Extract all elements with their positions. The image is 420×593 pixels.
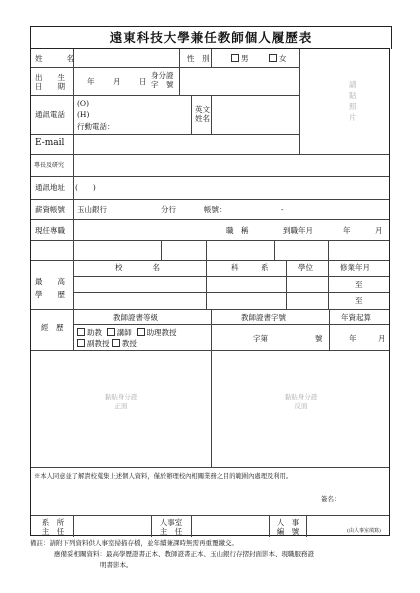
checkbox-icon [269,54,277,62]
checkbox-icon [137,328,145,336]
label-salary-account: 薪資帳號 [35,205,65,214]
period-to-2: 至 [355,296,363,305]
remark-line-3: 明書影本。 [100,561,133,569]
birth-year: 年 [87,77,95,86]
col-school: 校 名 [115,263,160,272]
label-gender: 性 別 [187,54,210,63]
phone-mobile: 行動電話： [77,122,115,131]
label-current-job: 現任專職 [35,226,65,235]
phone-home: (H) [77,110,90,119]
male-label: 男 [241,54,249,63]
checkbox-icon [112,339,120,347]
level-label: 教授 [121,339,137,348]
label-hr-number: 人 事 編 號 [276,518,300,536]
signature-label: 簽名： [321,495,341,503]
bank-account-label: 帳號： [204,205,227,214]
checkbox-assistant-professor[interactable] [137,328,177,337]
hr-fill-note: (由人事室填寫) [347,528,381,534]
checkbox-male[interactable] [231,54,249,63]
checkbox-female[interactable] [269,54,287,63]
col-cert-level: 教師證書等級 [113,313,158,322]
cert-levels-row2 [77,339,137,348]
label-phone: 通訊電話 [35,110,65,119]
bank-name: 玉山銀行 [77,205,107,214]
label-birth: 出 生 日 期 [35,73,65,91]
consent-statement: ※本人同意並了解貴校蒐集上述個人資料，僅於辦理校內相關業務之目的範圍內處理及利用。 [34,473,293,480]
checkbox-icon [231,54,239,62]
id-card-front-placeholder: 黏貼身分證 正面 [104,393,138,410]
label-job-title: 職 稱 [226,226,249,235]
label-email: E-mail [35,138,65,148]
form-title: 遠東科技大學兼任教師個人履歷表 [30,26,392,49]
label-id-number: 身分證 字 號 [151,71,174,89]
level-label: 副教授 [87,339,110,348]
remark-line-1: 備註：請附下列資料供人事室掃描存檔，並年續兼課時無需再重覆繳交。 [30,539,238,547]
level-label: 助理教授 [146,328,177,337]
resume-form [30,48,390,536]
birth-day: 日 [139,77,147,86]
checkbox-lecturer[interactable] [107,328,132,337]
bank-branch: 分行 [161,205,176,214]
level-label: 助教 [87,328,102,337]
checkbox-associate-professor[interactable] [77,339,110,348]
col-department: 科 系 [231,263,269,272]
col-degree: 學位 [298,263,313,272]
bank-account-dash: - [281,205,284,214]
checkbox-icon [107,328,115,336]
label-experience: 經 歷 [41,323,64,332]
col-period: 修業年月 [340,263,370,272]
checkbox-professor[interactable] [112,339,137,348]
checkbox-icon [77,339,85,347]
phone-office: (O) [77,99,90,108]
remark-line-2: 應備妥相關資料：最高學歷證書正本、教師證書正本、玉山銀行存摺封面影本、現職服務證 [54,550,314,558]
label-name: 姓 名 [35,54,77,63]
address-area-code: ( ) [75,183,96,192]
photo-placeholder: 請 貼 照 片 [349,80,357,122]
cert-number-suffix: 號 [315,334,323,343]
cert-levels-row1 [77,328,177,337]
checkbox-assistant[interactable] [77,328,102,337]
female-label: 女 [279,54,287,63]
seniority-month: 月 [378,334,386,343]
start-month: 月 [375,226,383,235]
period-to-1: 至 [355,280,363,289]
id-card-back-placeholder: 黏貼身分證 反面 [284,393,318,410]
seniority-year: 年 [349,334,357,343]
label-address: 通訊地址 [35,183,65,192]
cert-number-prefix: 字第 [253,334,268,343]
start-year: 年 [343,226,351,235]
col-seniority: 年資起算 [341,313,371,322]
label-expertise: 專長及研究 [34,162,65,169]
checkbox-icon [77,328,85,336]
label-dept-head: 系 所 主 任 [41,518,65,536]
label-education: 最 高 學 歷 [35,277,65,299]
birth-month: 月 [113,77,121,86]
level-label: 講師 [116,328,132,337]
col-cert-number: 教師證書字號 [241,313,286,322]
label-start-date: 到職年月 [283,226,313,235]
label-english-name: 英文 姓名 [195,105,210,123]
label-hr-head: 人事室 主 任 [159,518,183,536]
